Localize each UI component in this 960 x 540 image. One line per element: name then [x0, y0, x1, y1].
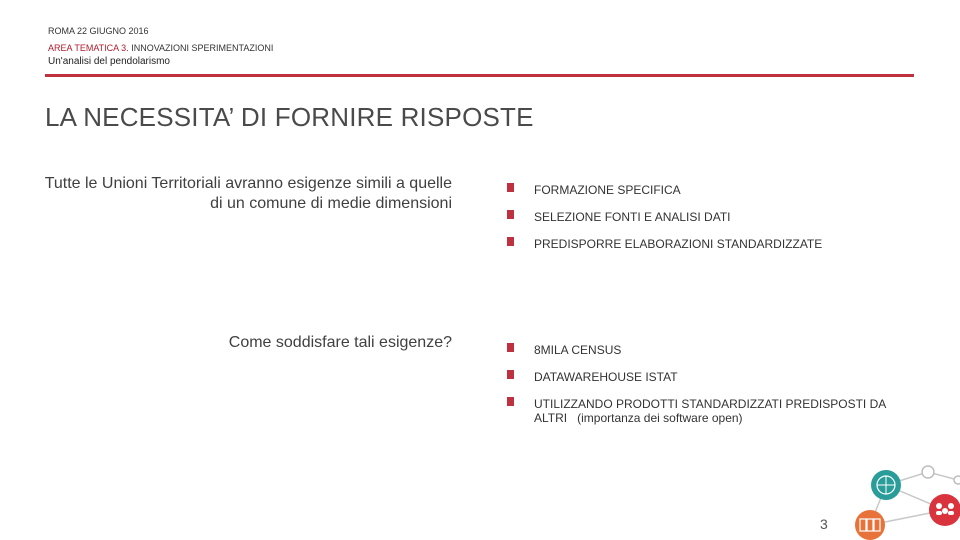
bullet-square-icon	[507, 343, 514, 352]
question-text: Come soddisfare tali esigenze?	[228, 334, 452, 351]
list-item: DATAWAREHOUSE ISTAT	[510, 370, 890, 384]
bullet-square-icon	[507, 237, 514, 246]
header-area	[48, 43, 273, 54]
bullet-square-icon	[507, 210, 514, 219]
list-item: UTILIZZANDO PRODOTTI STANDARDIZZATI PREDISPOSTI DA ALTRI (importanza dei software open)	[510, 397, 890, 425]
list-item: 8MILA CENSUS	[510, 343, 890, 357]
slide-title: LA NECESSITA’ DI FORNIRE RISPOSTE	[45, 102, 534, 132]
list-item: PREDISPORRE ELABORAZIONI STANDARDIZZATE	[510, 237, 822, 251]
header-divider	[45, 74, 914, 77]
statement-text: Tutte le Unioni Territoriali avranno esigenze simili a quelle di un comune di medie dimensioni	[44, 175, 452, 212]
bullet-list-bottom	[510, 343, 890, 438]
list-item: SELEZIONE FONTI E ANALISI DATI	[510, 210, 822, 224]
header-date: ROMA 22 GIUGNO 2016	[48, 26, 149, 36]
bullet-square-icon	[507, 183, 514, 192]
network-decoration-icon	[840, 450, 960, 540]
bullet-square-icon	[507, 397, 514, 406]
page-number: 3	[820, 516, 828, 532]
header-area-prefix: AREA TEMATICA 3.	[48, 43, 129, 53]
header-subtitle: Un'analisi del pendolarismo	[48, 56, 170, 67]
node-circle	[922, 466, 934, 478]
list-item: FORMAZIONE SPECIFICA	[510, 183, 822, 197]
bullet-square-icon	[507, 370, 514, 379]
header-area-rest: INNOVAZIONI SPERIMENTAZIONI	[128, 43, 274, 53]
bullet-list-top	[510, 183, 822, 264]
